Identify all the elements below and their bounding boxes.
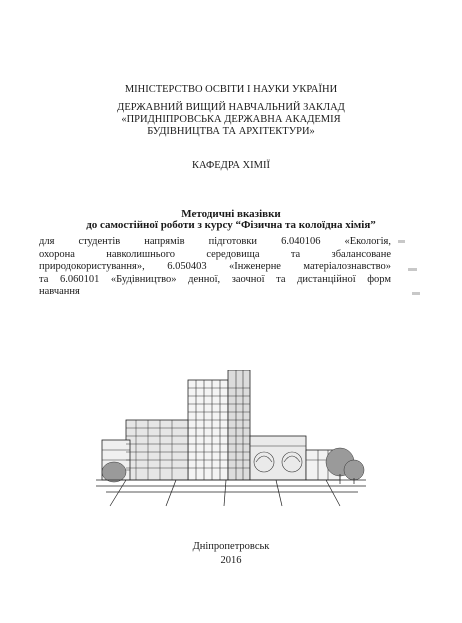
publication-year: 2016 — [220, 555, 242, 566]
description-line: природокористування», 6.050403 «Інженерне матеріалознавство» — [39, 261, 391, 273]
institution-line-3: БУДІВНИЦТВА ТА АРХІТЕКТУРИ» — [147, 126, 315, 137]
city-name: Дніпропетровськ — [192, 541, 270, 552]
institution-line-1: ДЕРЖАВНИЙ ВИЩИЙ НАВЧАЛЬНИЙ ЗАКЛАД — [117, 102, 345, 113]
institution-line-2: «ПРИДНІПРОВСЬКА ДЕРЖАВНА АКАДЕМІЯ — [121, 114, 341, 125]
description-line: та 6.060101 «Будівництво» денної, заочної та дистанційної форм — [39, 273, 391, 285]
department-heading: КАФЕДРА ХІМІЇ — [192, 160, 270, 171]
description-line: для студентів напрямів підготовки 6.040106 «Екологія, — [39, 236, 391, 247]
building-illustration-icon — [96, 370, 366, 508]
ministry-heading: МІНІСТЕРСТВО ОСВІТИ І НАУКИ УКРАЇНИ — [124, 84, 338, 95]
description-line: навчання — [39, 286, 80, 298]
document-title: Методичні вказівки — [181, 208, 281, 220]
description-paragraph — [39, 236, 391, 299]
document-subtitle: до самостійної роботи з курсу “Фізична та колоїдна хімія” — [86, 219, 376, 231]
description-line: охорона навколишнього середовища та збалансоване — [39, 248, 391, 260]
